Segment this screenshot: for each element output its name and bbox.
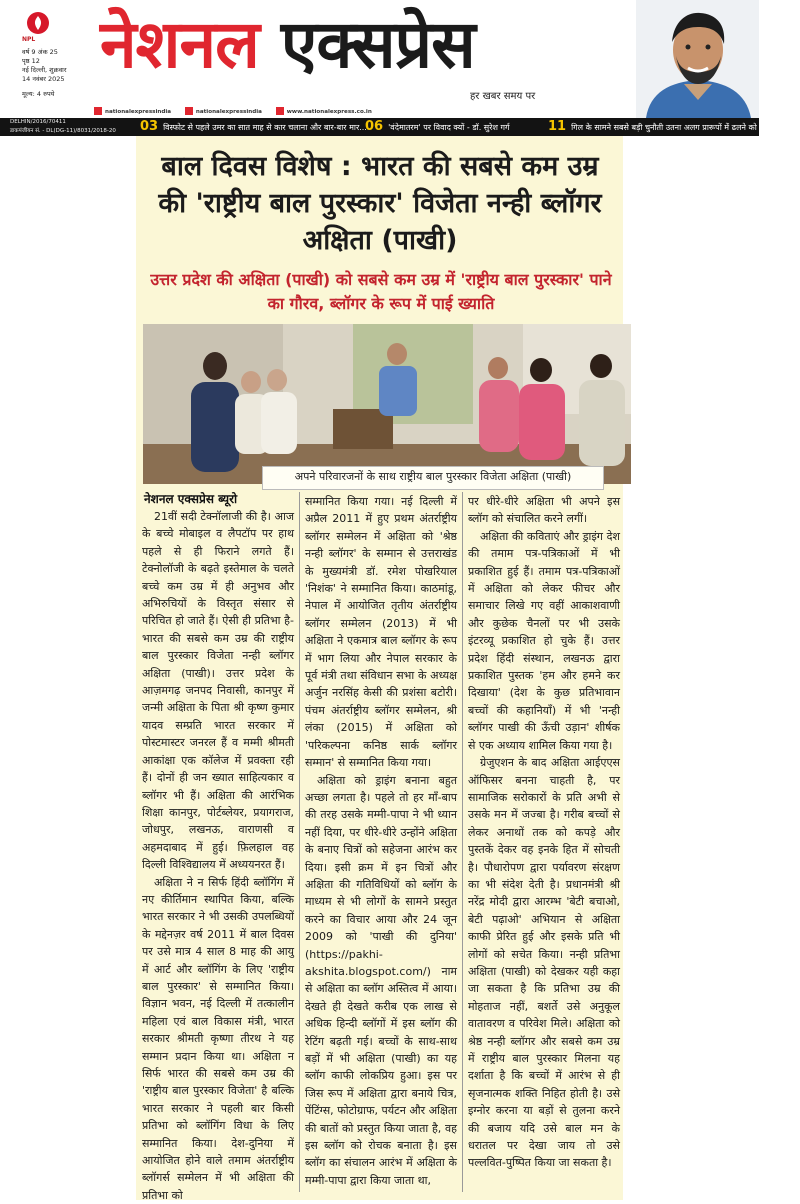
- edition-line: 14 नवंबर 2025: [22, 75, 65, 83]
- twitter-link[interactable]: nationalexpressindia: [185, 109, 262, 115]
- logo-text: NPL: [22, 36, 36, 43]
- page-margin-right: [623, 136, 759, 1200]
- social-bar: [94, 107, 634, 117]
- edition-line: वर्ष 9 अंक 25: [22, 48, 58, 56]
- edition-info: [22, 48, 92, 99]
- page-margin-left: [0, 136, 136, 1200]
- registration-line: DELHIN/2016/70411: [10, 119, 66, 125]
- paragraph: अक्षिता ने न सिर्फ हिंदी ब्लॉगिंग में नए कीर्तिमान स्थापित किया, बल्कि भारत सरकार ने भी उसकी उपलब्धियों के मद्देनज़र वर्ष 2011 में बाल दिवस पर उसे मात्र 4 साल 8 माह की आयु में आर्ट और ब्लॉगिंग के लिए 'राष्ट्रीय बाल पुरस्कार' से सम्मानित किया। विज्ञान भवन, नई दिल्ली में तत्कालीन महिला एवं बाल विकास मंत्री, भारत सरकार श्रीमती कृष्णा तीरथ ने यह सम्मान प्रदान किया था। अक्षिता न सिर्फ भारत की सबसे कम उम्र की 'राष्ट्रीय बाल पुरस्कार विजेता' है बल्कि भारत सरकार ने पहली बार किसी प्रतिभा को ब्लॉगिंग विधा के लिए सम्मानित किया। देश-दुनिया में आयोजित होने वाले तमाम अंतर्राष्ट्रीय ब्लॉगर्स सम्मेलन में भी अक्षिता की प्रतिभा को: [142, 875, 294, 1202]
- article-headline: बाल दिवस विशेष : भारत की सबसे कम उम्र की 'राष्ट्रीय बाल पुरस्कार' विजेता नन्ही ब्लॉगर अक्षिता (पाखी): [158, 151, 602, 256]
- column-divider: [462, 492, 463, 1192]
- ticker-text: गिल के सामने सबसे बड़ी चुनौती उतना अलग प्रारूपों में ढलने को लेकर - पुजारा: [571, 123, 800, 132]
- brand-part1: नेशनल: [100, 5, 259, 83]
- paragraph: 21वीं सदी टेक्नॉलाजी की है। आज के बच्चे मोबाइल व लैपटॉप पर हाथ पहले से ही फिराने लगते हैं। टेक्नोलॉजी के बढ़ते इस्तेमाल के चलते बच्चे कम उम्र में ही अनुभव और अभिरुचियों के विस्तृत संसार से परिचित हो जाते हैं। ऐसी ही प्रतिभा है-भारत की सबसे कम उम्र की राष्ट्रीय बाल पुरस्कार विजेता नन्ही ब्लॉगर अक्षिता (पाखी)। उत्तर प्रदेश के आज़मगढ़ जनपद निवासी, कानपुर में जन्मी अक्षिता के पिता श्री कृष्ण कुमार यादव सम्प्रति भारत सरकार में पोस्टमास्टर जनरल हैं व मम्मी श्रीमती आकांक्षा एक कॉलेज में प्रवक्ता रही हैं। दोनों ही जन ख्यात साहित्यकार व ब्लॉगर भी हैं। अक्षिता की आरंभिक शिक्षा कानपुर, पोर्टब्लेयर, प्रयागराज, जोधपुर, लखनऊ, वाराणसी व अहमदाबाद में हुई। फ़िलहाल वह दिल्ली विश्विद्यालय में अध्ययनरत हैं।: [142, 510, 294, 872]
- website-link[interactable]: www.nationalexpress.co.in: [276, 109, 372, 115]
- photo-caption: अपने परिवारजनों के साथ राष्ट्रीय बाल पुरस्कार विजेता अक्षिता (पाखी): [262, 466, 604, 490]
- ticker-item[interactable]: [548, 118, 800, 137]
- family-photo: [143, 324, 631, 484]
- news-ticker: [0, 118, 800, 136]
- edition-line: मूल्य: 4 रुपये: [22, 90, 55, 98]
- newspaper-title: [100, 4, 475, 84]
- ticker-item[interactable]: [140, 118, 367, 137]
- paragraph: अक्षिता की कविताएं और ड्राइंग देश की तमाम पत्र-पत्रिकाओं में भी प्रकाशित हुई हैं। तमाम पत्र-पत्रिकाओं में अक्षिता को लेकर फीचर और समाचार लिखे गए वहीं आकाशवाणी और कुछेक चैनलों पर भी उसके इंटरव्यू प्रकाशित हो चुके हैं। उत्तर प्रदेश हिंदी संस्थान, लखनऊ द्वारा प्रकाशित पुस्तक 'हम और हमने कर दिखाया' (देश के कुछ प्रतिभावान बच्चों की कहानियाँ) में भी 'नन्ही ब्लॉगर पाखी की ऊँची उड़ान' शीर्षक से एक अध्याय शामिल किया गया है।: [468, 529, 620, 752]
- registration-info: [10, 118, 125, 136]
- paragraph: पर धीरे-धीरे अक्षिता भी अपने इस ब्लॉग को संचालित करने लगीं।: [468, 495, 620, 526]
- page-number: 03: [140, 119, 159, 134]
- columnist-portrait: [636, 0, 759, 118]
- brand-part2: एक्सप्रेस: [280, 5, 475, 83]
- ticker-text: विस्फोट से पहले उमर का सात माह से कार चलाना और बार-बार मार...: [163, 123, 367, 132]
- facebook-link[interactable]: nationalexpressindia: [94, 109, 171, 115]
- paragraph: ग्रेजुएशन के बाद अक्षिता आईएएस ऑफिसर बनना चाहती है, पर सामाजिक सरोकारों के प्रति अभी से उसके मन में जज्बा है। गरीब बच्चों से लेकर अनाथों तक को कपड़े और पुस्तकें देकर वह इनके हित में सोचती है। पौधारोपण द्वारा पर्यावरण संरक्षण का भी संदेश देती है। प्रधानमंत्री श्री नरेंद्र मोदी द्वारा आरम्भ 'बेटी बचाओ, बेटी पढ़ाओ' अभियान से अक्षिता काफी प्रेरित हुई और इसके प्रति भी लोगों को सचेत किया। नन्ही प्रतिभा अक्षिता (पाखी) को देखकर यही कहा जा सकता है कि प्रतिभा उम्र की मोहताज नहीं, बशर्ते उसे अनुकूल वातावरण व परिवेश मिले। अक्षिता को श्रेष्ठ नन्ही ब्लॉगर और सबसे कम उम्र में राष्ट्रीय बाल पुरस्कार मिलना यह दर्शाता है कि बच्चों में आरंभ से ही सृजनात्मक शक्ति निहित होती है। उसे इग्नोर करना या बड़ों से तुलना करने की बजाय यदि उसे बाल मन के धरातल पर देखा जाय तो उसे पल्लवित-पुष्पित किया जा सकता है।: [468, 756, 620, 1170]
- registration-line: डाकपंजीयन सं. - DL(DG-11)/8031/2018-20: [10, 128, 116, 134]
- article-column-2: [305, 493, 457, 1189]
- ticker-item[interactable]: [365, 118, 509, 137]
- edition-line: पृष्ठ 12: [22, 57, 40, 65]
- web-icon: [276, 107, 284, 115]
- paragraph: अक्षिता को ड्राइंग बनाना बहुत अच्छा लगता है। पहले तो हर माँ-बाप की तरह उसके मम्मी-पापा ने भी ध्यान नहीं दिया, पर धीरे-धीरे उन्होंने अक्षिता के बनाए चित्रों को सहेजना आरंभ कर दिया। इसी क्रम में इन चित्रों और अक्षिता की गतिविधियों को ब्लॉग के माध्यम से भी लोगों के सामने प्रस्तुत करने का विचार आया और 24 जून 2009 को 'पाखी की दुनिया' (https://pakhi-akshita.blogspot.com/) नाम से अक्षिता का ब्लॉग अस्तित्व में आया। देखते ही देखते करीब एक लाख से अधिक हिन्दी ब्लॉगों में इस ब्लॉग की रेटिंग बढ़ती गई। बच्चों के साथ-साथ बड़ों में भी अक्षिता (पाखी) का यह ब्लॉग काफी लोकप्रिय हुआ। इस पर जिस रूप में अक्षिता द्वारा बनाये चित्र, पेंटिंग्स, फोटोग्राफ, पर्यटन और अक्षिता की बातों को प्रस्तुत किया जाता है, वह इस ब्लॉग को रोचक बनाता है। इस ब्लॉग का संचालन आरंभ में अक्षिता के मम्मी-पापा द्वारा किया जाता था,: [305, 773, 457, 1187]
- byline: नेशनल एक्सप्रेस ब्यूरो: [144, 492, 238, 506]
- ticker-text: 'वंदेमातरम' पर विवाद क्यों - डॉ. सुरेश गर्ग: [388, 123, 510, 132]
- article-subheadline: उत्तर प्रदेश की अक्षिता (पाखी) को सबसे कम उम्र में 'राष्ट्रीय बाल पुरस्कार' पाने का गौरव, ब्लॉगर के रूप में पाई ख्याति: [150, 270, 612, 313]
- article-column-3: [468, 493, 620, 1172]
- column-divider: [299, 492, 300, 1192]
- facebook-icon: [94, 107, 102, 115]
- page-number: 06: [365, 119, 384, 134]
- edition-line: नई दिल्ली, शुक्रवार: [22, 66, 67, 74]
- masthead: [0, 0, 759, 118]
- page-number: 11: [548, 119, 567, 134]
- tagline: हर खबर समय पर: [470, 91, 536, 102]
- newspaper-logo-icon: [27, 12, 49, 34]
- article-column-1: [142, 508, 294, 1204]
- paragraph: सम्मानित किया गया। नई दिल्ली में अप्रैल 2011 में हुए प्रथम अंतर्राष्ट्रीय ब्लॉगर सम्मेलन में अक्षिता को 'श्रेष्ठ नन्ही ब्लॉगर' के सम्मान से उत्तराखंड के मुख्यमंत्री डॉ. रमेश पोखरियाल 'निशंक' ने सम्मानित किया। काठमांडू, नेपाल में आयोजित तृतीय अंतर्राष्ट्रीय ब्लॉगर सम्मेलन (2013) में भी अक्षिता ने एकमात्र बाल ब्लॉगर के रूप में भाग लिया और नेपाल सरकार के पूर्व मंत्री तथा संविधान सभा के अध्यक्ष अर्जुन नरसिंह केसी की प्रशंसा बटोरी। पंचम अंतर्राष्ट्रीय ब्लॉगर सम्मेलन, श्री लंका (2015) में अक्षिता को 'परिकल्पना कनिष्ठ सार्क ब्लॉगर सम्मान' से सम्मानित किया गया।: [305, 495, 457, 770]
- twitter-icon: [185, 107, 193, 115]
